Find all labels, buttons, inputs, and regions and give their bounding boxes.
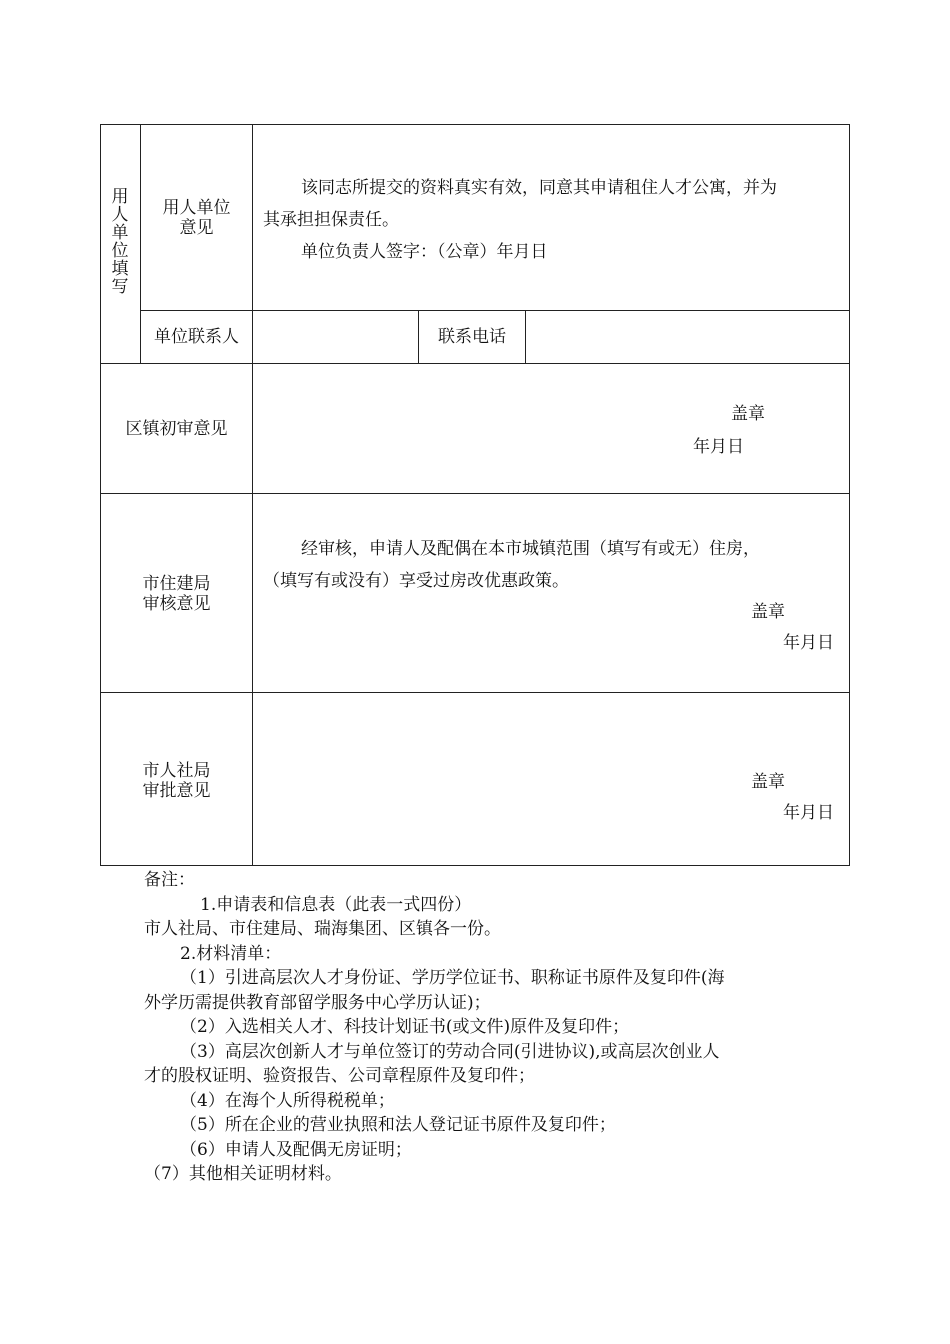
table-right-border bbox=[849, 124, 850, 866]
row-divider-district bbox=[100, 363, 850, 364]
notes-title: 备注： bbox=[144, 870, 195, 890]
contact-person-label: 单位联系人 bbox=[154, 327, 239, 347]
housing-bureau-text-line1: 经审核，申请人及配偶在本市城镇范围（填写有或无）住房， bbox=[301, 539, 760, 559]
housing-bureau-label: 市住建局 审核意见 bbox=[142, 574, 211, 614]
employer-section-vertical-label: 用人单位填写 bbox=[111, 187, 129, 297]
district-review-date: 年月日 bbox=[693, 437, 744, 457]
housing-bureau-seal: 盖章 bbox=[751, 602, 785, 622]
table-top-border bbox=[100, 124, 850, 125]
col-divider-labels bbox=[252, 124, 253, 866]
notes-section bbox=[144, 868, 844, 1187]
district-review-seal: 盖章 bbox=[731, 404, 765, 424]
notes-line: 才的股权证明、验资报告、公司章程原件及复印件； bbox=[144, 1066, 535, 1086]
notes-line: （2）入选相关人才、科技计划证书(或文件)原件及复印件； bbox=[180, 1017, 630, 1037]
contact-phone-field[interactable] bbox=[531, 327, 844, 347]
district-review-label: 区镇初审意见 bbox=[125, 419, 228, 439]
notes-line: 市人社局、市住建局、瑞海集团、区镇各一份。 bbox=[144, 919, 501, 939]
hr-bureau-seal: 盖章 bbox=[751, 772, 785, 792]
hr-bureau-label: 市人社局 审批意见 bbox=[142, 761, 211, 801]
row-divider-hr bbox=[100, 692, 850, 693]
row-divider-contact bbox=[140, 310, 850, 311]
contact-phone-label: 联系电话 bbox=[438, 327, 506, 347]
contact-person-field[interactable] bbox=[258, 327, 413, 347]
notes-line: （4）在海个人所得税税单； bbox=[180, 1090, 395, 1111]
notes-line: 外学历需提供教育部留学服务中心学历认证)； bbox=[144, 992, 491, 1013]
employer-opinion-text-line1: 该同志所提交的资料真实有效，同意其申请租住人才公寓，并为 bbox=[301, 178, 777, 198]
notes-line: （5）所在企业的营业执照和法人登记证书原件及复印件； bbox=[180, 1115, 616, 1135]
notes-line: （3）高层次创新人才与单位签订的劳动合同(引进协议),或高层次创业人 bbox=[180, 1041, 720, 1062]
notes-line: （6）申请人及配偶无房证明； bbox=[180, 1139, 412, 1160]
notes-line: 2.材料清单： bbox=[180, 943, 282, 964]
notes-line: （1）引进高层次人才身份证、学历学位证书、职称证书原件及复印件(海 bbox=[180, 968, 725, 988]
row-divider-housing bbox=[100, 493, 850, 494]
table-left-border bbox=[100, 124, 101, 866]
employer-opinion-label: 用人单位 意见 bbox=[162, 198, 231, 238]
employer-signature-line: 单位负责人签字：（公章）年月日 bbox=[301, 242, 548, 262]
employer-opinion-text-line2: 其承担担保责任。 bbox=[263, 210, 399, 230]
notes-line: 1.申请表和信息表（此表一式四份） bbox=[200, 894, 472, 915]
table-bottom-border bbox=[100, 865, 850, 866]
col-divider-phone-value bbox=[525, 310, 526, 364]
housing-bureau-text-line2: （填写有或没有）享受过房改优惠政策。 bbox=[263, 571, 569, 591]
housing-bureau-date: 年月日 bbox=[783, 633, 834, 653]
notes-line: （7）其他相关证明材料。 bbox=[144, 1164, 342, 1184]
hr-bureau-date: 年月日 bbox=[783, 803, 834, 823]
